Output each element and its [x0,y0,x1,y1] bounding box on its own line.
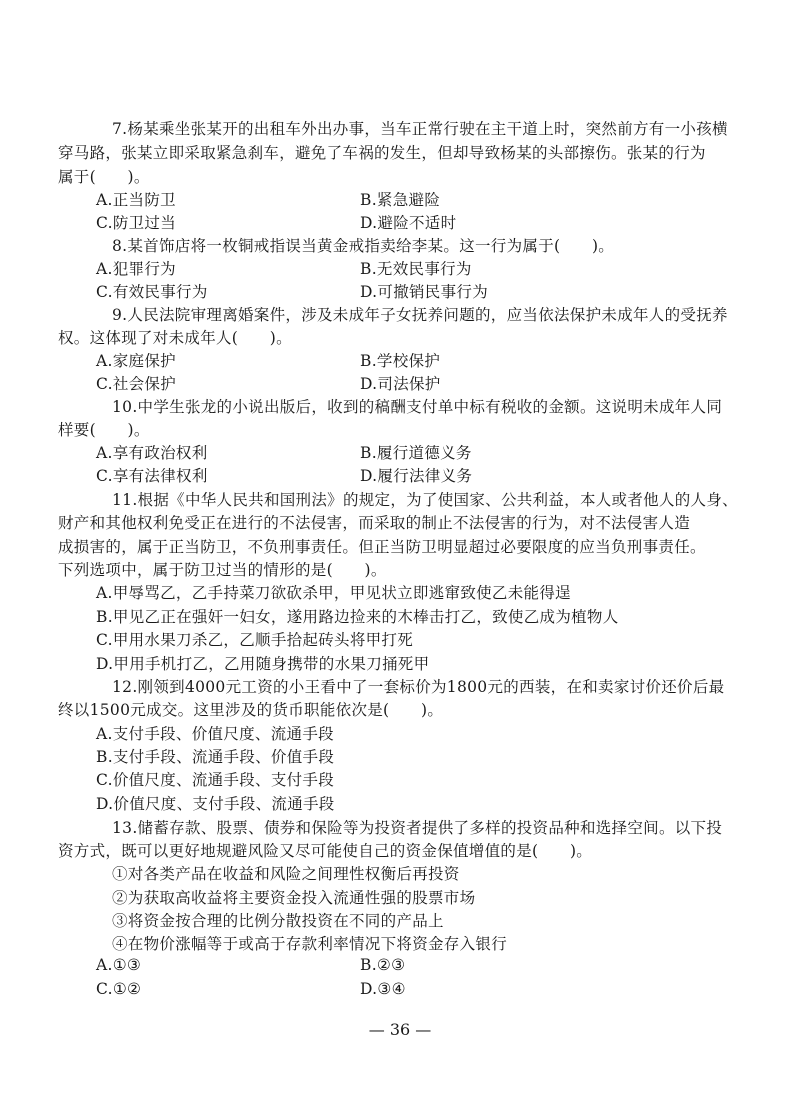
option-d: D.价值尺度、支付手段、流通手段 [96,795,335,813]
statement-4: ④在物价涨幅等于或高于存款利率情况下将资金存入银行 [112,935,508,953]
option-a: A.①③ [96,956,142,974]
option-b: B.紧急避险 [360,191,441,209]
option-c: C.甲用水果刀杀乙，乙顺手拾起砖头将甲打死 [96,631,414,649]
question-9-line-1: 9.人民法院审理离婚案件，涉及未成年子女抚养问题的，应当依法保护未成年人的受抚养 [112,306,728,324]
statement-1: ①对各类产品在收益和风险之间理性权衡后再投资 [112,865,460,883]
question-11-line-3: 成损害的，属于正当防卫，不负刑事责任。但正当防卫明显超过必要限度的应当负刑事责任。 [58,538,706,556]
question-13-line-1: 13.储蓄存款、股票、债券和保险等为投资者提供了多样的投资品种和选择空间。以下投 [112,819,723,837]
question-10-line-2: 样要( )。 [58,421,150,439]
option-d: D.避险不适时 [360,214,457,232]
option-a: A.犯罪行为 [96,260,176,278]
option-d: D.③④ [360,980,406,998]
option-c: C.价值尺度、流通手段、支付手段 [96,771,335,789]
question-7-line-2: 穿马路，张某立即采取紧急刹车，避免了车祸的发生，但却导致杨某的头部擦伤。张某的行为 [58,144,706,162]
statement-2: ②为获取高收益将主要资金投入流通性强的股票市场 [112,889,476,907]
option-a: A.享有政治权利 [96,444,208,462]
option-c: C.享有法律权利 [96,467,208,485]
option-a: A.甲辱骂乙，乙手持菜刀欲砍杀甲，甲见状立即逃窜致使乙未能得逞 [96,584,571,602]
option-b: B.支付手段、流通手段、价值手段 [96,748,335,766]
option-c: C.防卫过当 [96,214,177,232]
option-b: B.②③ [360,956,406,974]
option-b: B.履行道德义务 [360,444,472,462]
question-11-line-1: 11.根据《中华人民共和国刑法》的规定，为了使国家、公共利益，本人或者他人的人身、 [112,491,738,509]
option-a: A.支付手段、价值尺度、流通手段 [96,725,334,743]
option-d: D.甲用手机打乙，乙用随身携带的水果刀捅死甲 [96,655,430,673]
question-12-line-2: 终以1500元成交。这里涉及的货币职能依次是( )。 [58,701,444,719]
question-9-line-2: 权。这体现了对未成年人( )。 [58,329,292,347]
option-a: A.家庭保护 [96,352,176,370]
question-11-line-2: 财产和其他权利免受正在进行的不法侵害，而采取的制止不法侵害的行为，对不法侵害人造 [58,514,691,532]
option-c: C.社会保护 [96,375,177,393]
question-8-line-1: 8.某首饰店将一枚铜戒指误当黄金戒指卖给李某。这一行为属于( )。 [112,237,615,255]
option-d: D.司法保护 [360,375,441,393]
question-12-line-1: 12.刚领到4000元工资的小王看中了一套标价为1800元的西装，在和卖家讨价还价后最 [112,678,725,696]
option-b: B.无效民事行为 [360,260,472,278]
question-7-line-3: 属于( )。 [58,168,150,186]
option-d: D.可撤销民事行为 [360,283,489,301]
option-c: C.①② [96,980,142,998]
question-11-line-4: 下列选项中，属于防卫过当的情形的是( )。 [58,561,387,579]
option-b: B.甲见乙正在强奸一妇女，遂用路边捡来的木棒击打乙，致使乙成为植物人 [96,608,619,626]
option-c: C.有效民事行为 [96,283,208,301]
statement-3: ③将资金按合理的比例分散投资在不同的产品上 [112,912,444,930]
question-7-line-1: 7.杨某乘坐张某开的出租车外出办事，当车正常行驶在主干道上时，突然前方有一小孩横 [112,120,728,138]
question-13-line-2: 资方式，既可以更好地规避风险又尽可能使自己的资金保值增值的是( )。 [58,842,593,860]
question-10-line-1: 10.中学生张龙的小说出版后，收到的稿酬支付单中标有税收的金额。这说明未成年人同 [112,398,723,416]
option-b: B.学校保护 [360,352,441,370]
option-d: D.履行法律义务 [360,467,473,485]
page-number: — 36 — [368,1020,432,1039]
option-a: A.正当防卫 [96,191,176,209]
